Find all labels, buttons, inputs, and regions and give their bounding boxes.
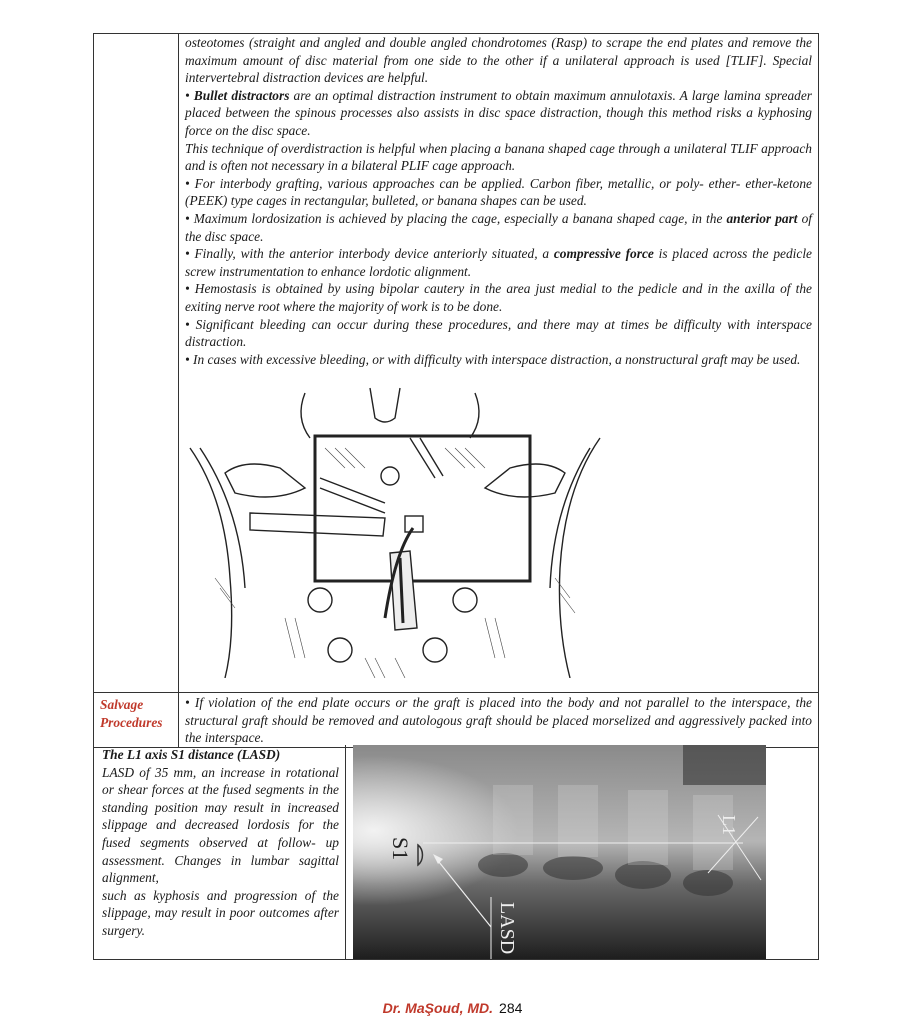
s1-label: S1 — [388, 837, 413, 861]
l1-label: L1 — [719, 815, 739, 835]
lasd-image-cell — [346, 745, 818, 959]
salvage-text-cell — [179, 693, 818, 747]
procedure-paragraph — [185, 210, 812, 245]
procedure-table — [93, 33, 819, 748]
procedure-paragraph — [185, 34, 812, 87]
procedure-paragraph — [185, 175, 812, 210]
spine-illustration-icon — [185, 378, 605, 678]
table-row — [94, 34, 818, 693]
bold-term: compressive force — [553, 246, 654, 262]
footer-author: Dr. MaŞoud, MD. — [382, 1000, 494, 1016]
lasd-label: LASD — [496, 902, 518, 955]
paragraph-text: are an optimal distraction instrument to obtain maximum annulotaxis. A large lamina spreader placed between the spinous processes also assists in disc space distraction, though this method risks a kyphosing force on the disc space. — [185, 87, 812, 138]
paragraph-text: osteotomes (straight and angled and double angled chondrotomes (Rasp) to scrape the end plates and remove the maximum amount of disc material from one side to the other if a unilateral approach is used [TLIF]. Special intervertebral distraction devices are helpful. — [185, 35, 812, 86]
paragraph-text: • Finally, with the anterior interbody device anteriorly situated, a — [185, 246, 554, 262]
paragraph-text: • Hemostasis is obtained by using bipolar cautery in the area just medial to the pedicle and in the axilla of the exiting nerve root where the majority of work is to be done. — [185, 281, 812, 314]
lasd-text-cell — [94, 745, 346, 959]
page-number: 284 — [499, 1000, 523, 1016]
procedure-paragraph — [185, 245, 812, 280]
paragraph-text: • — [185, 87, 194, 103]
salvage-label-cell — [94, 693, 179, 747]
salvage-label-line1: Salvage — [100, 697, 144, 712]
lasd-table — [93, 745, 819, 960]
procedure-paragraph — [185, 351, 812, 369]
lasd-title: The L1 axis S1 distance (LASD) — [102, 747, 281, 762]
paragraph-text: • In cases with excessive bleeding, or with difficulty with interspace distraction, a nonstructural graft may be used. — [185, 351, 801, 367]
salvage-text: • If violation of the end plate occurs or the graft is placed into the body and not parallel to the interspace, the structural graft should be removed and autologous graft should be placed morselized and aggressively packed into the interspace. — [185, 695, 812, 746]
row-label-empty — [94, 34, 179, 692]
table-row-salvage — [94, 693, 818, 747]
page-footer — [0, 1000, 905, 1018]
procedure-paragraphs — [185, 34, 812, 368]
lumbar-xray-image — [353, 745, 766, 959]
paragraph-text: • For interbody grafting, various approaches can be applied. Carbon fiber, metallic, or poly- ether- ether-ketone (PEEK) type cages in rectangular, bulleted, or banana shapes can be used. — [185, 175, 812, 209]
lasd-body-2: such as kyphosis and progression of the slippage, may result in poor outcomes after surgery. — [102, 887, 339, 938]
procedure-paragraph — [185, 87, 812, 140]
procedure-paragraph — [185, 140, 812, 175]
paragraph-text: • Maximum lordosization is achieved by placing the cage, especially a banana shaped cage, in the — [185, 210, 727, 226]
paragraph-text: is placed across the pedicle screw instrumentation to enhance lordotic alignment. — [185, 246, 812, 279]
paragraph-text: of the disc space. — [185, 210, 812, 244]
procedure-paragraph — [185, 280, 812, 315]
salvage-label-line2: Procedures — [100, 714, 163, 730]
bold-term: anterior part — [726, 210, 798, 226]
surgical-illustration — [185, 378, 605, 678]
paragraph-text: This technique of overdistraction is helpful when placing a banana shaped cage through a unilateral TLIF approach and is often not necessary in a bilateral PLIF cage approach. — [185, 140, 812, 174]
procedure-paragraph — [185, 316, 812, 351]
paragraph-text: • Significant bleeding can occur during these procedures, and there may at times be difficulty with interspace distraction. — [185, 316, 812, 350]
procedure-text-cell — [179, 34, 818, 692]
bold-term: Bullet distractors — [193, 87, 290, 103]
lasd-body-1: LASD of 35 mm, an increase in rotational or shear forces at the fused segments in the standing position may result in increased slippage and decreased lordosis for the fused segments observed at follow- up assessment. Changes in lumbar sagittal alignment, — [102, 764, 339, 886]
